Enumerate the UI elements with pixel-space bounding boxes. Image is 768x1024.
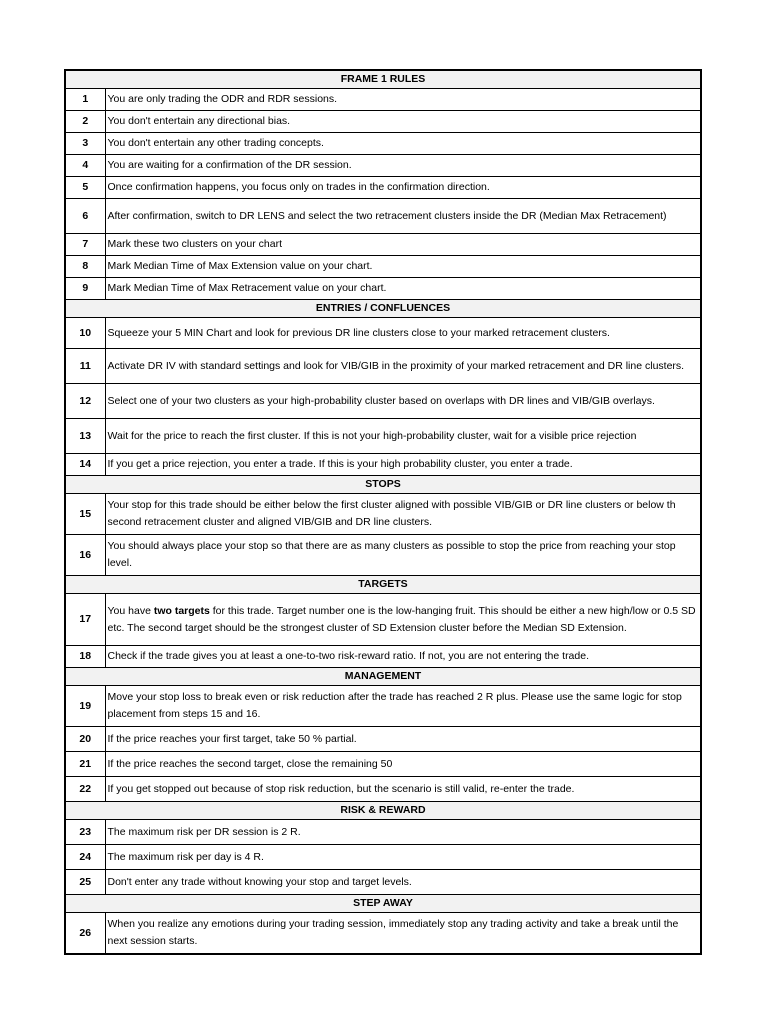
rule-text: Mark these two clusters on your chart [105,234,701,256]
rule-text: If you get stopped out because of stop risk reduction, but the scenario is still valid, re-enter the trade. [105,777,701,802]
rule-number: 2 [65,111,105,133]
table-row [65,454,701,476]
rule-number: 25 [65,870,105,895]
section-title: STEP AWAY [65,895,701,913]
table-row [65,820,701,845]
table-row [65,133,701,155]
rule-number: 24 [65,845,105,870]
rule-number: 23 [65,820,105,845]
rule-text: Don't enter any trade without knowing your stop and target levels. [105,870,701,895]
rule-text: Mark Median Time of Max Retracement value on your chart. [105,278,701,300]
rule-number: 10 [65,318,105,349]
table-row [65,845,701,870]
rule-number: 9 [65,278,105,300]
table-row [65,752,701,777]
rule-text: Select one of your two clusters as your high-probability cluster based on overlaps with DR lines and VIB/GIB overlays. [105,384,701,419]
table-row [65,278,701,300]
table-row [65,646,701,668]
rule-number: 18 [65,646,105,668]
table-row [65,111,701,133]
rule-text: You are only trading the ODR and RDR sessions. [105,89,701,111]
section-header-management [65,668,701,686]
section-header-targets [65,576,701,594]
rule-text: The maximum risk per DR session is 2 R. [105,820,701,845]
rule-number: 8 [65,256,105,278]
rule-text: You don't entertain any directional bias. [105,111,701,133]
table-row [65,155,701,177]
section-title: RISK & REWARD [65,802,701,820]
rule-number: 12 [65,384,105,419]
rule-text: You don't entertain any other trading concepts. [105,133,701,155]
table-row [65,913,701,955]
rule-number: 5 [65,177,105,199]
rule-number: 15 [65,494,105,535]
table-row [65,535,701,576]
rule-text: After confirmation, switch to DR LENS and select the two retracement clusters inside the DR (Median Max Retracement) [105,199,701,234]
rule-text: If you get a price rejection, you enter a trade. If this is your high probability cluster, you enter a trade. [105,454,701,476]
rule-text: Mark Median Time of Max Extension value on your chart. [105,256,701,278]
table-row [65,419,701,454]
rule-text: Activate DR IV with standard settings and look for VIB/GIB in the proximity of your marked retracement and DR line clusters. [105,349,701,384]
table-row [65,89,701,111]
section-header-stops [65,476,701,494]
rule-number: 14 [65,454,105,476]
table-row [65,727,701,752]
rule-number: 16 [65,535,105,576]
section-header-frame1 [65,70,701,89]
table-row [65,234,701,256]
section-header-entries [65,300,701,318]
rule-number: 6 [65,199,105,234]
table-row [65,318,701,349]
rule-text: If the price reaches the second target, close the remaining 50 [105,752,701,777]
table-row [65,777,701,802]
rule-number: 7 [65,234,105,256]
rule-text-pre: You have [107,604,154,617]
rule-number: 21 [65,752,105,777]
rule-number: 3 [65,133,105,155]
section-title: MANAGEMENT [65,668,701,686]
rule-text: Once confirmation happens, you focus only on trades in the confirmation direction. [105,177,701,199]
rule-text: Wait for the price to reach the first cluster. If this is not your high-probability cluster, wait for a visible price rejection [105,419,701,454]
rule-text: The maximum risk per day is 4 R. [105,845,701,870]
rule-number: 13 [65,419,105,454]
rule-text: Your stop for this trade should be either below the first cluster aligned with possible VIB/GIB or DR line clusters or below th second retracement cluster and aligned VIB/GIB and DR line clusters. [105,494,701,535]
rule-number: 4 [65,155,105,177]
rule-text-post: for this trade. Target number one is the low-hanging fruit. This should be either a new high/low or 0.5 SD etc. The second target should be the strongest cluster of SD Extension cluster before the Median SD Extension. [107,604,696,634]
rule-text: When you realize any emotions during your trading session, immediately stop any trading activity and take a break until the next session starts. [105,913,701,955]
rule-number: 17 [65,594,105,646]
rule-number: 26 [65,913,105,955]
table-row [65,177,701,199]
rule-text-bold: two targets [153,604,210,617]
section-header-risk [65,802,701,820]
table-row [65,494,701,535]
rule-text: Check if the trade gives you at least a one-to-two risk-reward ratio. If not, you are not entering the trade. [105,646,701,668]
rule-text: If the price reaches your first target, take 50 % partial. [105,727,701,752]
rule-number: 22 [65,777,105,802]
rule-text: Squeeze your 5 MIN Chart and look for previous DR line clusters close to your marked retracement clusters. [105,318,701,349]
table-row [65,870,701,895]
section-title: FRAME 1 RULES [65,70,701,89]
rule-number: 1 [65,89,105,111]
rules-table [64,69,702,955]
rule-text: Move your stop loss to break even or risk reduction after the trade has reached 2 R plus. Please use the same logic for stop placement from steps 15 and 16. [105,686,701,727]
rule-text [105,594,701,646]
rule-number: 11 [65,349,105,384]
table-row [65,594,701,646]
section-title: TARGETS [65,576,701,594]
rule-number: 19 [65,686,105,727]
table-row [65,384,701,419]
section-header-stepaway [65,895,701,913]
table-row [65,349,701,384]
table-row [65,256,701,278]
rule-text: You should always place your stop so that there are as many clusters as possible to stop the price from reaching your stop level. [105,535,701,576]
table-row [65,199,701,234]
rule-text: You are waiting for a confirmation of the DR session. [105,155,701,177]
section-title: STOPS [65,476,701,494]
table-row [65,686,701,727]
section-title: ENTRIES / CONFLUENCES [65,300,701,318]
rule-number: 20 [65,727,105,752]
